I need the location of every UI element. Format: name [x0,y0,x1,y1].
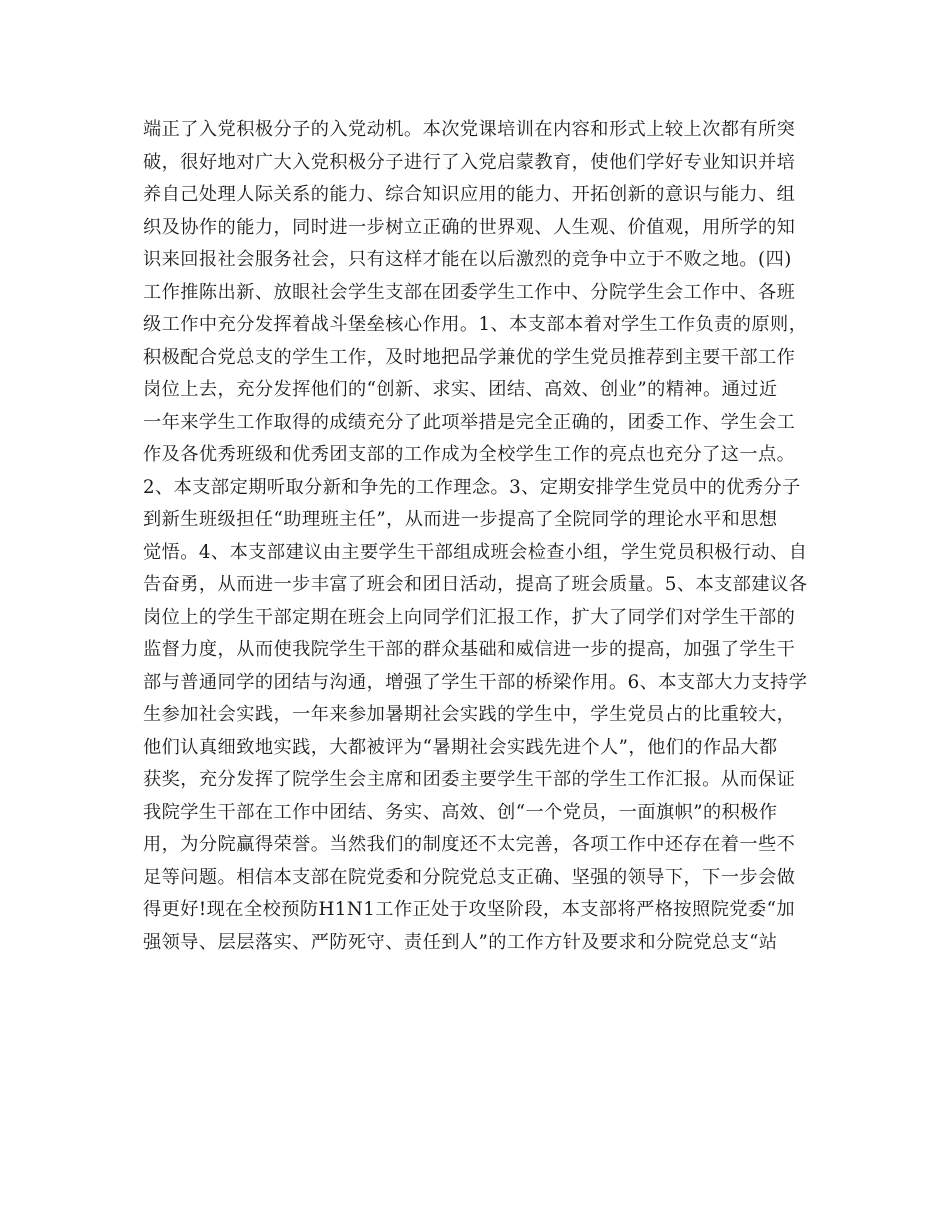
text-line: 作及各优秀班级和优秀团支部的工作成为全校学生工作的亮点也充分了这一点。 [143,444,796,465]
text-line: 觉悟。4、本支部建议由主要学生干部组成班会检查小组，学生党员积极行动、自 [143,541,808,563]
text-line: 足等问题。相信本支部在院党委和分院党总支正确、坚强的领导下，下一步会做 [143,866,796,888]
text-line: 岗位上去，充分发挥他们的“创新、求实、团结、高效、创业”的精神。通过近 [143,379,778,400]
text-line: 监督力度，从而使我院学生干部的群众基础和威信进一步的提高，加强了学生干 [143,639,796,660]
text-line: 级工作中充分发挥着战斗堡垒核心作用。1、本支部本着对学生工作负责的原则， [143,314,808,335]
text-line: 强领导、层层落实、严防死守、责任到人”的工作方针及要求和分院党总支“站 [143,931,778,953]
text-line: 积极配合党总支的学生工作，及时地把品学兼优的学生党员推荐到主要干部工作 [143,346,796,368]
text-line: 一年来学生工作取得的成绩充分了此项举措是完全正确的，团委工作、学生会工 [143,411,796,433]
text-line: 我院学生干部在工作中团结、务实、高效、创“一个党员，一面旗帜”的积极作 [143,801,778,823]
text-line: 部与普通同学的团结与沟通，增强了学生干部的桥梁作用。6、本支部大力支持学 [143,671,808,693]
text-line: 用，为分院赢得荣誉。当然我们的制度还不太完善，各项工作中还存在着一些不 [143,834,796,855]
text-line: 得更好!现在全校预防H1N1工作正处于攻坚阶段，本支部将严格按照院党委“加 [143,899,795,920]
text-line: 到新生班级担任“助理班主任”，从而进一步提高了全院同学的理论水平和思想 [143,509,778,530]
text-line: 织及协作的能力，同时进一步树立正确的世界观、人生观、价值观，用所学的知 [143,216,796,238]
text-line: 养自己处理人际关系的能力、综合知识应用的能力、开拓创新的意识与能力、组 [143,184,796,205]
text-line: 破，很好地对广大入党积极分子进行了入党启蒙教育，使他们学好专业知识并培 [143,151,796,173]
text-line: 端正了入党积极分子的入党动机。本次党课培训在内容和形式上较上次都有所突 [143,119,796,140]
body-paragraph [143,114,813,959]
text-line: 生参加社会实践，一年来参加暑期社会实践的学生中，学生党员占的比重较大， [143,704,796,725]
text-line: 识来回报社会服务社会，只有这样才能在以后激烈的竞争中立于不败之地。(四) [143,249,792,270]
text-line: 岗位上的学生干部定期在班会上向同学们汇报工作，扩大了同学们对学生干部的 [143,606,796,628]
text-line: 告奋勇，从而进一步丰富了班会和团日活动，提高了班会质量。5、本支部建议各 [143,574,808,595]
text-line: 2、本支部定期听取分新和争先的工作理念。3、定期安排学生党员中的优秀分子 [143,476,801,498]
text-line: 获奖，充分发挥了院学生会主席和团委主要学生干部的学生工作汇报。从而保证 [143,769,796,790]
text-line: 他们认真细致地实践，大都被评为“暑期社会实践先进个人”，他们的作品大都 [143,736,778,758]
text-line: 工作推陈出新、放眼社会学生支部在团委学生工作中、分院学生会工作中、各班 [143,281,796,303]
